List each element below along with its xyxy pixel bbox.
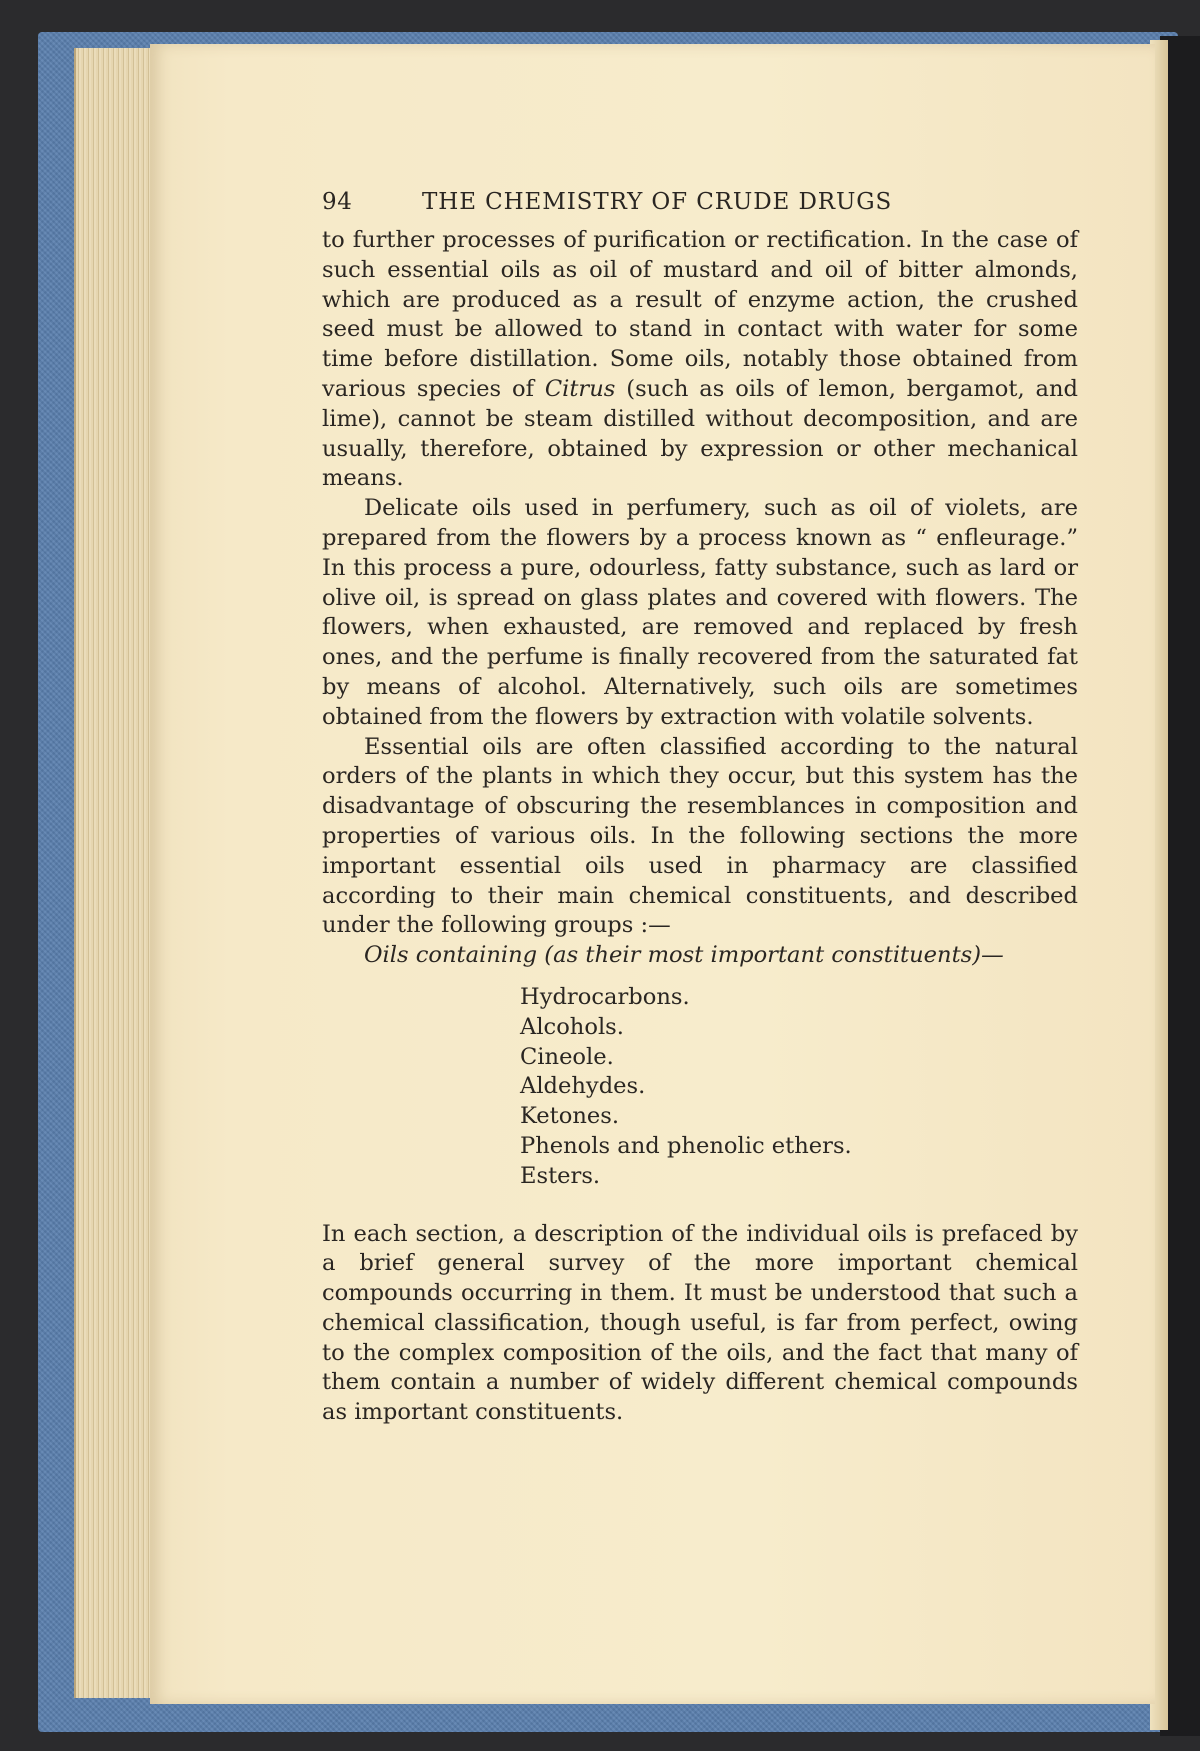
paragraph-1-start: to further processes of purification or rectification. In the case of such essential oils as oil of mustard and oil of bitter almonds, which are produced as a result of enzyme action, the crushed seed must be allowed to stand in contact with water for some time before distillation. Some oils, notably those obtained from various species of	[322, 227, 1078, 402]
list-item: Hydrocarbons.	[520, 983, 690, 1010]
paragraph-3: Essential oils are often classified according to the natural orders of the plants in which they occur, but this system has the disadvantage of obscuring the resemblances in composition and properties of various oils. In the following sections the more important essential oils used in pharmacy are classified according to their main chemical constituents, and described under the following groups :—	[322, 733, 1078, 939]
running-title: THE CHEMISTRY OF CRUDE DRUGS	[422, 189, 893, 215]
groups-list	[322, 983, 1078, 1192]
citrus-term: Citrus	[544, 375, 616, 402]
list-item: Ketones.	[520, 1103, 620, 1130]
paragraph-1-end: (such as oils of lemon, bergamot, and lime), cannot be steam distilled without decomposition, and are usually, therefore, obtained by expression or other mechanical means.	[322, 375, 1078, 492]
paragraph-4: In each section, a description of the individual oils is prefaced by a brief general survey of the more important chemical compounds occurring in them. It must be understood that such a chemical classification, though useful, is far from perfect, owing to the complex composition of the oils, and the fact that many of them contain a number of widely different chemical compounds as important constituents.	[322, 1220, 1078, 1426]
list-item: Phenols and phenolic ethers.	[520, 1132, 852, 1159]
list-item: Aldehydes.	[520, 1073, 646, 1100]
page-number: 94	[322, 189, 353, 215]
list-item: Esters.	[520, 1162, 601, 1189]
paragraph-2: Delicate oils used in perfumery, such as oil of violets, are prepared from the flowers by a process known as “ enfleurage.” In this process a pure, odourless, fatty substance, such as lard or olive oil, is spread on glass plates and covered with flowers. The flowers, when exhausted, are removed and replaced by fresh ones, and the perfume is finally recovered from the saturated fat by means of alcohol. Alternatively, such oils are sometimes obtained from the flowers by extraction with volatile solvents.	[322, 495, 1078, 730]
list-item: Alcohols.	[520, 1013, 624, 1040]
groups-intro: Oils containing (as their most important constituents)—	[364, 942, 1004, 969]
list-item: Cineole.	[520, 1043, 614, 1070]
paragraph-1	[322, 226, 1078, 494]
page-content	[322, 188, 1078, 1428]
running-head	[322, 188, 1078, 218]
